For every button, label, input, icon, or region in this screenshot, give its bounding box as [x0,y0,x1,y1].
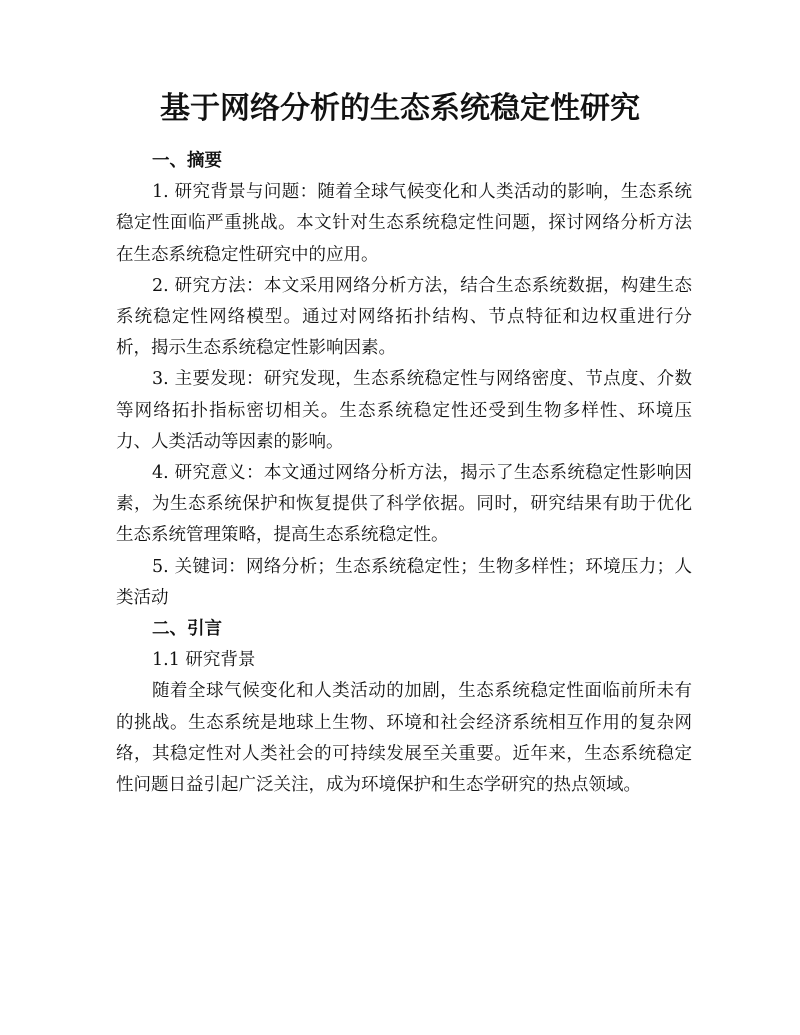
document-title: 基于网络分析的生态系统稳定性研究 [160,91,640,126]
document-body [116,146,692,801]
subsection-heading-background: 1.1 研究背景 [152,650,256,671]
abstract-paragraph-significance: 4. 研究意义：本文通过网络分析方法，揭示了生态系统稳定性影响因素，为生态系统保护和恢复提供了科学依据。同时，研究结果有助于优化生态系统管理策略，提高生态系统稳定性。 [116,463,692,546]
abstract-paragraph-keywords: 5. 关键词：网络分析；生态系统稳定性；生物多样性；环境压力；人类活动 [116,556,692,608]
abstract-paragraph-method: 2. 研究方法：本文采用网络分析方法，结合生态系统数据，构建生态系统稳定性网络模型。通过对网络拓扑结构、节点特征和边权重进行分析，揭示生态系统稳定性影响因素。 [116,275,692,359]
section-heading-introduction: 二、引言 [152,619,222,640]
introduction-paragraph: 随着全球气候变化和人类活动的加剧，生态系统稳定性面临前所未有的挑战。生态系统是地球上生物、环境和社会经济系统相互作用的复杂网络，其稳定性对人类社会的可持续发展至关重要。近年来，生态系统稳定性问题日益引起广泛关注，成为环境保护和生态学研究的热点领域。 [116,681,692,796]
abstract-paragraph-background: 1. 研究背景与问题：随着全球气候变化和人类活动的影响，生态系统稳定性面临严重挑战。本文针对生态系统稳定性问题，探讨网络分析方法在生态系统稳定性研究中的应用。 [116,182,692,265]
abstract-paragraph-findings: 3. 主要发现：研究发现，生态系统稳定性与网络密度、节点度、介数等网络拓扑指标密切相关。生态系统稳定性还受到生物多样性、环境压力、人类活动等因素的影响。 [116,369,692,452]
section-heading-abstract: 一、摘要 [152,151,222,171]
